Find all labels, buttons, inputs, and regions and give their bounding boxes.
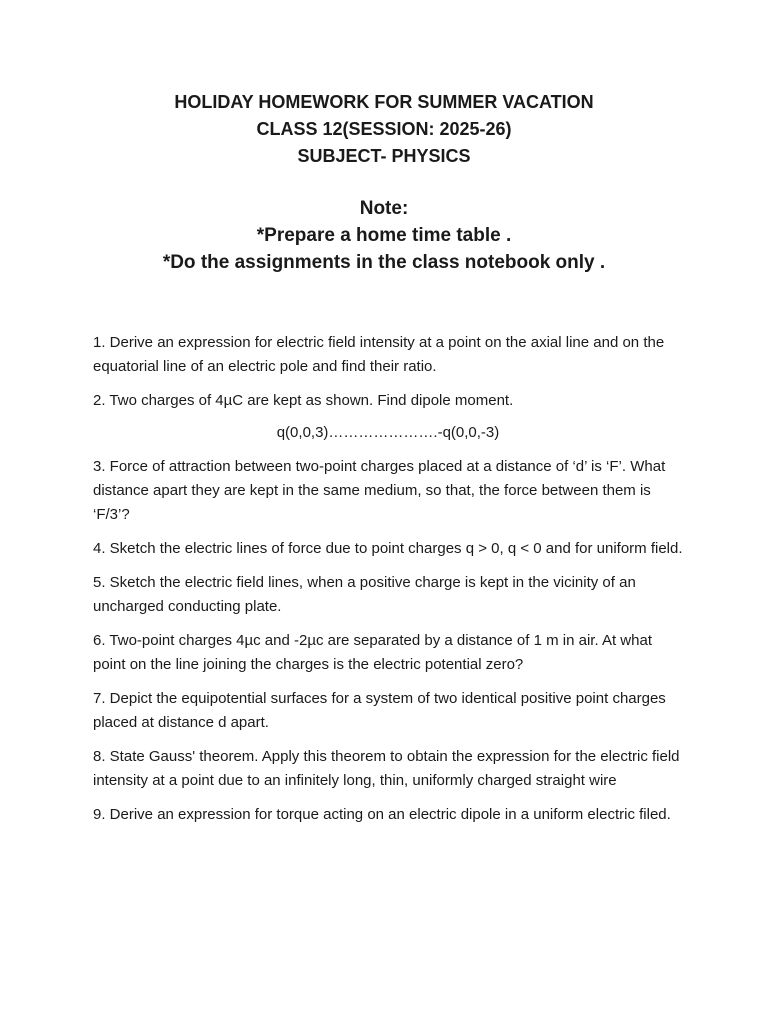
note-item-timetable: *Prepare a home time table . — [256, 225, 512, 246]
question-9: 9. Derive an expression for torque acting on an electric dipole in a uniform electric filed. — [93, 806, 671, 823]
question-list — [93, 331, 683, 837]
note-item-notebook: *Do the assignments in the class notebook only . — [162, 252, 606, 273]
question-3: 3. Force of attraction between two-point charges placed at a distance of ‘d’ is ‘F’. What distance apart they are kept in the same medium, so that, the force between them is ‘F/3’? — [93, 458, 666, 523]
question-1: 1. Derive an expression for electric field intensity at a point on the axial line and on the equatorial line of an electric pole and find their ratio. — [93, 334, 665, 375]
note-block — [0, 195, 768, 276]
note-title: Note: — [359, 198, 409, 219]
question-6: 6. Two-point charges 4µc and -2µc are separated by a distance of 1 m in air. At what point on the line joining the charges is the electric potential zero? — [93, 632, 652, 673]
header-title: HOLIDAY HOMEWORK FOR SUMMER VACATION — [174, 92, 594, 112]
question-7: 7. Depict the equipotential surfaces for a system of two identical positive point charges placed at distance d apart. — [93, 690, 666, 731]
dipole-charge-positions: q(0,0,3)………………….-q(0,0,-3) — [276, 424, 500, 441]
question-4: 4. Sketch the electric lines of force due to point charges q > 0, q < 0 and for uniform field. — [93, 540, 683, 557]
header-class-session: CLASS 12(SESSION: 2025-26) — [256, 119, 512, 139]
question-5: 5. Sketch the electric field lines, when a positive charge is kept in the vicinity of an uncharged conducting plate. — [93, 574, 636, 615]
question-8: 8. State Gauss' theorem. Apply this theorem to obtain the expression for the electric field intensity at a point due to an infinitely long, thin, uniformly charged straight wire — [93, 748, 680, 789]
header-subject: SUBJECT- PHYSICS — [297, 146, 471, 166]
question-2: 2. Two charges of 4µC are kept as shown. Find dipole moment. — [93, 392, 514, 409]
document-header — [0, 89, 768, 170]
